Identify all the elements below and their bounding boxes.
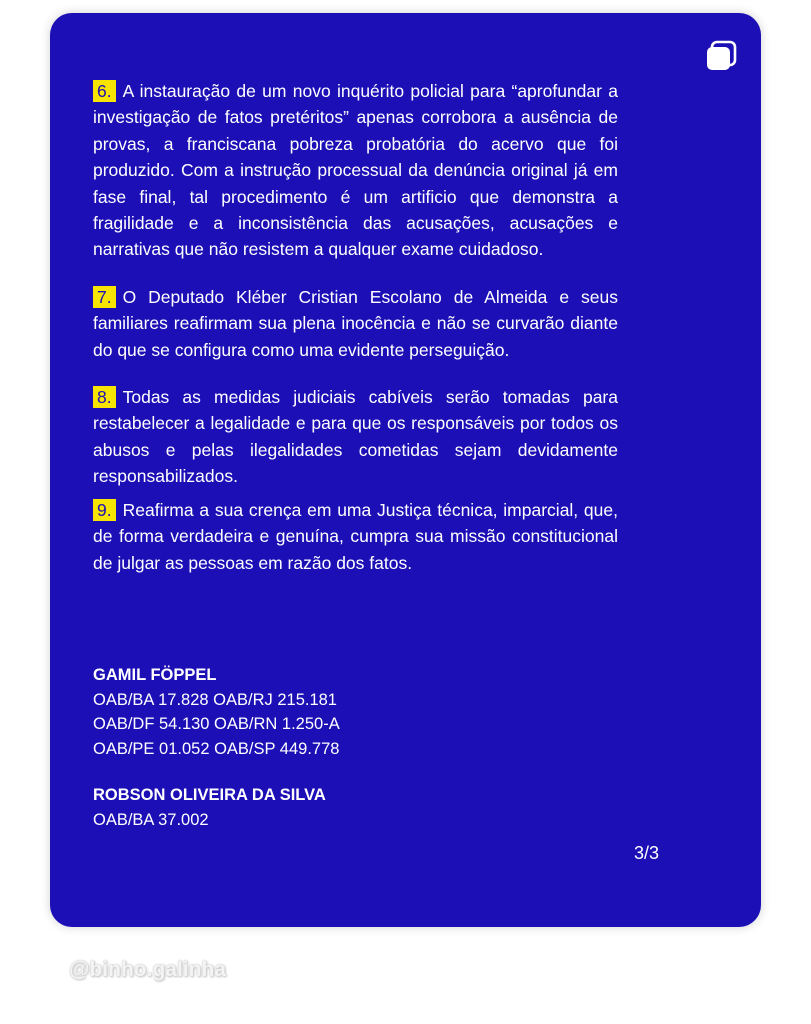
item-number: 6. <box>93 80 116 102</box>
item-number: 9. <box>93 499 116 521</box>
paragraph-text: A instauração de um novo inquérito policial para “aprofundar a investigação de fatos pretéritos” apenas corrobora a ausência de provas, a franciscana pobreza probatória do acervo que foi produzido. Com a instrução processual da denúncia original já em fase final, tal procedimento é um artificio que demonstra a fragilidade e a inconsistência das acusações, acusações e narrativas que não resistem a qualquer exame cuidadoso. <box>93 81 618 260</box>
signature-line: OAB/BA 37.002 <box>93 810 209 829</box>
statement-body <box>93 78 618 576</box>
item-number: 7. <box>93 286 116 308</box>
paragraph-9 <box>93 497 618 576</box>
item-number: 8. <box>93 386 116 408</box>
signature-line: OAB/DF 54.130 OAB/RN 1.250-A <box>93 715 340 733</box>
paragraph-6 <box>93 78 618 263</box>
signature-name: ROBSON OLIVEIRA DA SILVA <box>93 786 326 804</box>
page-indicator: 3/3 <box>634 843 660 863</box>
layers-icon[interactable] <box>704 39 738 73</box>
signature-line: OAB/BA 17.828 OAB/RJ 215.181 <box>93 690 337 709</box>
signature-block <box>93 663 340 761</box>
paragraph-8 <box>93 384 618 490</box>
signature-block <box>93 783 326 832</box>
signature-name: GAMIL FÖPPEL <box>93 666 217 684</box>
paragraph-7 <box>93 284 618 363</box>
paragraph-text: Reafirma a sua crença em uma Justiça técnica, imparcial, que, de forma verdadeira e genuína, cumpra sua missão constitucional de julgar as pessoas em razão dos fatos. <box>93 499 618 573</box>
signature-line: OAB/PE 01.052 OAB/SP 449.778 <box>93 739 340 758</box>
username-watermark: @binho.galinha <box>69 958 226 981</box>
paragraph-text: O Deputado Kléber Cristian Escolano de Almeida e seus familiares reafirmam sua plena inocência e não se curvarão diante do que se configura como uma evidente perseguição. <box>93 286 618 360</box>
paragraph-text: Todas as medidas judiciais cabíveis serão tomadas para restabelecer a legalidade e para que os responsáveis por todos os abusos e pelas ilegalidades cometidas sejam devidamente responsabilizados. <box>93 387 618 487</box>
